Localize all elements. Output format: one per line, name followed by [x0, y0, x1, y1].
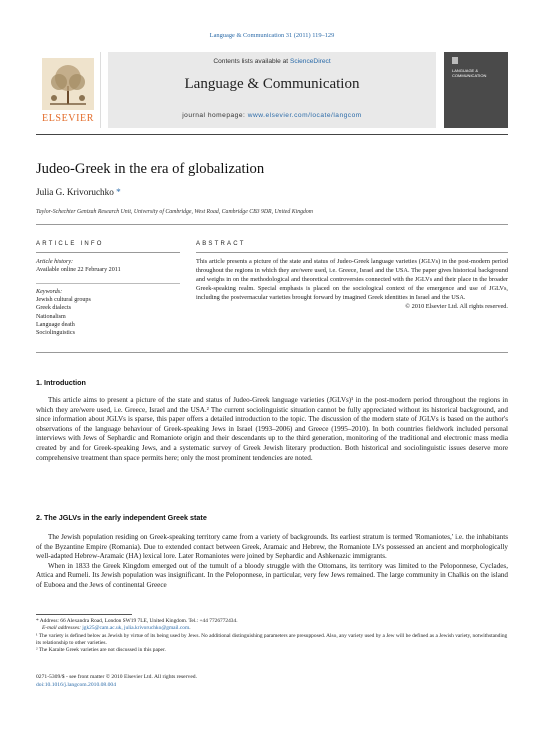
author-line: [36, 187, 121, 197]
section-introduction-body: [36, 396, 508, 463]
author-name: Julia G. Krivoruchko: [36, 187, 114, 197]
affiliation: Taylor-Schechter Genizah Research Unit, University of Cambridge, West Road, Cambridge CB3 9DR, United Kingdom: [36, 209, 313, 215]
abstract-copyright: © 2010 Elsevier Ltd. All rights reserved.: [405, 302, 508, 310]
keywords-block: [36, 288, 186, 337]
abstract-rule: [196, 252, 508, 253]
publisher-logo-text: ELSEVIER: [41, 113, 95, 124]
journal-banner: [36, 52, 508, 132]
footnote-emails: [36, 625, 508, 632]
elsevier-logo[interactable]: [36, 52, 101, 128]
paragraph: The Jewish population residing on Greek-speaking territory came from a variety of backgrounds. Its earliest stratum is termed 'Romaniotes,' i.e. the inhabitants of the Byzantine Empire (Romania). Due to extended contact between Greek, Aramaic and Hebrew, the Romaniote LVs possessed an ancient and morphologically well-adapted Hebrew-Aramaic (HA) lexical lore. Later Romaniotes were joined by Sephardic and Ashkenazic immigrants.: [36, 533, 508, 561]
email-suffix: .: [189, 625, 191, 632]
footnote-1: ¹ The variety is defined below as Jewish by virtue of its being used by Jews. No additional distinguishing parameters are presupposed. Also, any variety used by a Jew will be defined as a Jewish variety, notwithstanding its relationship to other varieties.: [36, 632, 508, 646]
contents-prefix: Contents lists available at: [213, 58, 289, 65]
homepage-prefix: journal homepage:: [182, 112, 246, 119]
abstract-body: [196, 258, 508, 311]
keywords-label: Keywords:: [36, 289, 63, 295]
journal-header-box: [108, 52, 436, 128]
keyword: Jewish cultural groups: [36, 297, 91, 304]
issn-line: 0271-5309/$ - see front matter © 2010 Elsevier Ltd. All rights reserved.: [36, 674, 197, 680]
keywords-rule: [36, 283, 180, 284]
email-label: E-mail addresses:: [42, 625, 81, 632]
sciencedirect-link[interactable]: ScienceDirect: [289, 58, 331, 65]
contents-line: [108, 58, 436, 65]
doi-link[interactable]: doi:10.1016/j.langcom.2010.08.004: [36, 681, 117, 688]
section-heading-early-greek-state: 2. The JGLVs in the early independent Greek state: [36, 513, 207, 522]
footnotes: [36, 618, 508, 654]
elsevier-tree-icon: [42, 58, 94, 110]
section-early-greek-state-body: [36, 533, 508, 591]
abstract-heading: ABSTRACT: [196, 241, 246, 247]
abstract-end-rule: [36, 352, 508, 353]
history-value: Available online 22 February 2011: [36, 267, 121, 274]
article-history: [36, 258, 186, 274]
cover-title: LANGUAGE & COMMUNICATION: [452, 68, 487, 78]
paragraph: This article aims to present a picture of the state and status of Judeo-Greek language varieties (JGLVs)¹ in the post-modern period throughout the regions in which they are/were used, i.e. Greece, Israel and the USA.² The current sociolinguistic situation cannot be fully appreciated without its historical background, and since information about JGLVs is sparse, this paper offers a detailed introduction to the topic. The discussion of the modern state of JGLVs is based on the author's observations of the language behaviour of Greek-speaking Jews in Israel (1993–2006) and Greece (1995–2010). In both countries fieldwork included personal interviews with Jews of Sephardic and Romaniote origin and their descendants up to the third generation, monitoring of the traditional and electronic mass media created by and for Greek-speaking Jews, and a systematic survey of Greek Jewish literary production. Both historical and sociolinguistic issues deserve more comprehensive treatment than space permits here; only the most prominent tendencies are noted.: [36, 396, 508, 462]
title-rule: [36, 224, 508, 225]
paragraph: When in 1833 the Greek Kingdom emerged out of the tumult of a bloody struggle with the Ottomans, its territory was limited to the Peloponnese, Cyclades, Attica and Rumeli. Its Jewish population was insignificant. In the Peloponnese, in particular, very few Jews remained. The large community in Chalkis on the island of Euboea and the Jews of continental Greece: [36, 561, 508, 589]
footnote-2: ² The Karaite Greek varieties are not discussed in this paper.: [36, 647, 166, 654]
keyword: Greek dialects: [36, 305, 72, 312]
homepage-link[interactable]: www.elsevier.com/locate/langcom: [247, 112, 362, 119]
keyword: Sociolinguistics: [36, 330, 75, 337]
journal-homepage-line: [108, 112, 436, 119]
author-footnote-mark[interactable]: *: [116, 187, 121, 197]
abstract-text: This article presents a picture of the state and status of Judeo-Greek language varieties (JGLVs) in the post-modern period throughout the regions in which they are/were used, i.e. Greece, Israel and the USA. The paper gives historical background and weighs in on the methodological and theoretical controversies connected with the JGLVs and their place in the broader Greek-speaking realm. Special emphasis is placed on the sociological context of the emergence and use of JGLVs, including the postvernacular varieties brought forward by imagined Greek identities in Israel and the USA.: [196, 258, 508, 301]
footnote-divider: [36, 614, 132, 615]
journal-cover-thumbnail[interactable]: [444, 52, 508, 128]
footnote-address: * Address: 66 Alexandra Road, London SW19 7LE, United Kingdom. Tel.: +44 7726772434.: [36, 618, 238, 624]
cover-logo-icon: [452, 57, 458, 64]
article-info-heading: ARTICLE INFO: [36, 241, 104, 247]
header-rule: [36, 134, 508, 135]
keyword: Nationalism: [36, 313, 66, 320]
email-links[interactable]: jgk25@cam.ac.uk, julia.krivoruchko@gmail.com: [82, 625, 190, 632]
section-heading-introduction: 1. Introduction: [36, 378, 86, 387]
keyword: Language death: [36, 321, 75, 328]
history-label: Article history:: [36, 259, 74, 265]
bottom-notes: [36, 674, 197, 689]
journal-title: Language & Communication: [184, 76, 360, 92]
journal-reference[interactable]: Language & Communication 31 (2011) 119–129: [209, 32, 335, 39]
article-title: Judeo-Greek in the era of globalization: [36, 161, 265, 177]
article-info-rule: [36, 252, 180, 253]
